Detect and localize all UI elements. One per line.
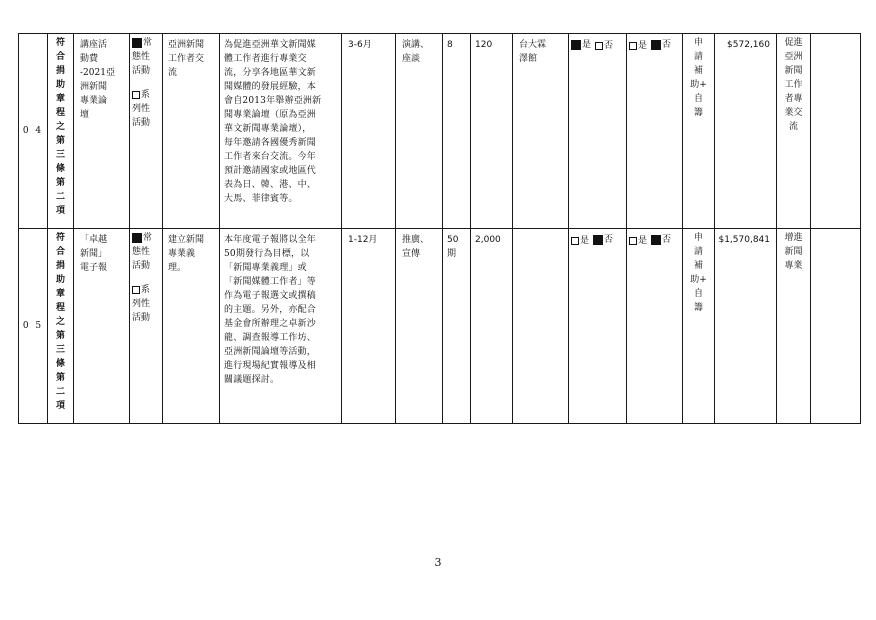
content-line: 進行現場紀實報導及相 — [224, 361, 317, 371]
funding-source-char: 籌 — [693, 303, 703, 313]
period: 1-12月 — [348, 235, 378, 245]
period: 3-6月 — [348, 40, 372, 50]
activity-name-line: 動費 — [80, 54, 99, 64]
yes-no-cell-2 — [627, 229, 683, 424]
venue-line: 台大霖 — [519, 40, 547, 50]
funding-source-char: 請 — [693, 247, 703, 257]
basis-char: 合 — [55, 247, 65, 257]
basis-char: 之 — [55, 317, 65, 327]
basis-cell — [48, 34, 74, 229]
checkbox-icon[interactable] — [629, 237, 637, 245]
yes-option — [629, 234, 647, 248]
activity-name-cell — [74, 229, 130, 424]
basis-char: 助 — [55, 275, 65, 285]
content-line: 聞專業論壇（原為亞洲 — [224, 110, 317, 120]
yes-option — [571, 234, 589, 248]
funding-source-cell — [683, 34, 715, 229]
basis-char: 項 — [55, 401, 65, 411]
basis-char: 合 — [55, 52, 65, 62]
period-cell — [342, 229, 396, 424]
remark-line: 流 — [788, 122, 798, 132]
activity-name-line: 「卓越 — [80, 235, 108, 245]
nature-option — [132, 283, 160, 325]
basis-char: 項 — [55, 206, 65, 216]
checkbox-icon[interactable] — [595, 42, 603, 50]
participants: 120 — [475, 40, 493, 50]
basis-char: 程 — [55, 303, 65, 313]
basis-char: 第 — [55, 136, 65, 146]
content-line: 預計邀請國家或地區代 — [224, 166, 317, 176]
activity-plan-table — [18, 33, 861, 424]
basis-char: 助 — [55, 80, 65, 90]
no-option — [651, 38, 671, 52]
activity-name-line: 洲新聞 — [80, 82, 108, 92]
funding-source-char: 申 — [693, 233, 703, 243]
remark-cell — [777, 34, 811, 229]
basis-char: 第 — [55, 331, 65, 341]
method-line: 座談 — [402, 54, 421, 64]
participants-cell — [471, 229, 513, 424]
basis-char: 二 — [55, 387, 65, 397]
remark-line: 工作 — [784, 80, 803, 90]
checked-box-icon[interactable] — [571, 40, 581, 50]
basis-char: 三 — [55, 345, 65, 355]
activity-name-line: 講座活 — [80, 40, 108, 50]
funding-source-cell — [683, 229, 715, 424]
remark-line: 亞洲 — [784, 52, 803, 62]
content-line: 表為日、韓、港、中、 — [224, 180, 317, 190]
participants-cell — [471, 34, 513, 229]
venue-cell — [513, 34, 569, 229]
sessions-cell — [443, 229, 471, 424]
checked-box-icon[interactable] — [651, 40, 661, 50]
method-cell — [396, 34, 443, 229]
purpose-line: 亞洲新聞 — [168, 40, 205, 50]
basis-char: 第 — [55, 178, 65, 188]
content-line: 亞洲新聞論壇等活動， — [224, 347, 317, 357]
page-number: 3 — [434, 556, 442, 569]
sessions-line: 50 — [447, 235, 459, 245]
basis-char: 符 — [55, 38, 65, 48]
no-label: 否 — [662, 40, 672, 50]
activity-name-line: 壇 — [80, 110, 90, 120]
checked-box-icon[interactable] — [132, 233, 142, 243]
yes-option — [629, 39, 647, 53]
content-line: 工作者來台交流。今年 — [224, 152, 317, 162]
content-line: 聞媒體的發展經驗，本 — [224, 82, 317, 92]
nature-option — [132, 88, 160, 130]
venue-line: 澤館 — [519, 54, 538, 64]
item-number-cell — [19, 229, 48, 424]
funding-source-char: 籌 — [693, 108, 703, 118]
nature-option-label: 列性 — [132, 104, 151, 114]
purpose-cell — [163, 229, 220, 424]
remark-line: 業交 — [784, 108, 803, 118]
nature-option-label: 常 — [143, 233, 153, 243]
method-cell — [396, 229, 443, 424]
checkbox-icon[interactable] — [132, 91, 140, 99]
empty-cell — [811, 229, 861, 424]
activity-name-cell — [74, 34, 130, 229]
yes-label: 是 — [638, 236, 648, 246]
nature-option-label: 態性 — [132, 52, 151, 62]
content-line: 為促進亞洲華文新聞媒 — [224, 40, 317, 50]
yes-label: 是 — [582, 40, 592, 50]
purpose-line: 工作者交 — [168, 54, 205, 64]
purpose-cell — [163, 34, 220, 229]
yes-no-cell-1 — [569, 229, 627, 424]
funding-source-char: 自 — [693, 94, 703, 104]
basis-char: 捐 — [55, 261, 65, 271]
checked-box-icon[interactable] — [593, 235, 603, 245]
nature-option-label: 系 — [141, 90, 151, 100]
table-row — [19, 229, 861, 424]
nature-option-label: 活動 — [132, 118, 151, 128]
table-row — [19, 34, 861, 229]
no-option — [651, 233, 671, 247]
nature-option-label: 態性 — [132, 247, 151, 257]
amount-cell — [715, 34, 777, 229]
content-cell — [220, 229, 342, 424]
remark-line: 者專 — [784, 94, 803, 104]
remark-line: 新聞 — [784, 66, 803, 76]
basis-cell — [48, 229, 74, 424]
method-line: 推廣、 — [402, 235, 430, 245]
content-line: 作為電子報選文或撰稿 — [224, 291, 317, 301]
item-number-cell — [19, 34, 48, 229]
basis-char: 章 — [55, 289, 65, 299]
basis-char: 之 — [55, 122, 65, 132]
amount: $1,570,841 — [718, 235, 770, 245]
nature-option-label: 系 — [141, 285, 151, 295]
no-label: 否 — [662, 235, 672, 245]
funding-source-char: 請 — [693, 52, 703, 62]
checkbox-icon[interactable] — [132, 286, 140, 294]
nature-option-label: 活動 — [132, 66, 151, 76]
purpose-line: 流 — [168, 68, 178, 78]
sessions-line: 期 — [447, 249, 457, 259]
no-option — [593, 233, 613, 247]
content-line: 會自2013年舉辦亞洲新 — [224, 96, 322, 106]
basis-char: 程 — [55, 108, 65, 118]
remark-line: 增進 — [784, 233, 803, 243]
period-cell — [342, 34, 396, 229]
remark-line: 專業 — [784, 261, 803, 271]
no-label: 否 — [604, 41, 614, 51]
basis-char: 捐 — [55, 66, 65, 76]
yes-label: 是 — [638, 41, 648, 51]
yes-no-cell-2 — [627, 34, 683, 229]
purpose-line: 專業義 — [168, 249, 196, 259]
activity-name-line: 專業論 — [80, 96, 108, 106]
sessions-line: 8 — [447, 40, 453, 50]
no-option — [595, 39, 613, 53]
content-line: 龍、調查報導工作坊、 — [224, 333, 317, 343]
basis-char: 符 — [55, 233, 65, 243]
funding-source-char: 補 — [693, 66, 703, 76]
nature-option-label: 列性 — [132, 299, 151, 309]
basis-char: 二 — [55, 192, 65, 202]
venue-cell — [513, 229, 569, 424]
basis-char: 條 — [55, 164, 65, 174]
funding-source-char: 助+ — [690, 80, 707, 90]
content-line: 的主題。另外，亦配合 — [224, 305, 317, 315]
amount-cell — [715, 229, 777, 424]
remark-line: 促進 — [784, 38, 803, 48]
content-line: 基金會所辦理之卓新沙 — [224, 319, 317, 329]
content-line: 本年度電子報將以全年 — [224, 235, 317, 245]
sessions-cell — [443, 34, 471, 229]
funding-source-char: 申 — [693, 38, 703, 48]
checked-box-icon[interactable] — [651, 235, 661, 245]
basis-char: 章 — [55, 94, 65, 104]
nature-option-label: 活動 — [132, 313, 151, 323]
checked-box-icon[interactable] — [132, 38, 142, 48]
checkbox-icon[interactable] — [629, 42, 637, 50]
activity-name-line: -2021亞 — [80, 68, 115, 78]
content-line: 華文新聞專業論壇）， — [224, 124, 312, 134]
yes-option — [571, 38, 591, 52]
content-line: 每年邀請各國優秀新聞 — [224, 138, 317, 148]
nature-option-label: 活動 — [132, 261, 151, 271]
funding-source-char: 自 — [693, 289, 703, 299]
nature-option-label: 常 — [143, 38, 153, 48]
item-number: 0 5 — [22, 321, 44, 331]
activity-nature-cell — [130, 34, 163, 229]
method-line: 演講、 — [402, 40, 430, 50]
yes-label: 是 — [580, 236, 590, 246]
basis-char: 第 — [55, 373, 65, 383]
participants: 2,000 — [475, 235, 501, 245]
yes-no-cell-1 — [569, 34, 627, 229]
basis-char: 條 — [55, 359, 65, 369]
purpose-line: 理。 — [168, 263, 187, 273]
content-line: 關議題探討。 — [224, 375, 280, 385]
remark-line: 新聞 — [784, 247, 803, 257]
checkbox-icon[interactable] — [571, 237, 579, 245]
content-line: 流，分享各地區華文新 — [224, 68, 317, 78]
activity-nature-cell — [130, 229, 163, 424]
content-line: 「新聞媒體工作者」等 — [224, 277, 317, 287]
method-line: 宣傳 — [402, 249, 421, 259]
basis-char: 三 — [55, 150, 65, 160]
remark-cell — [777, 229, 811, 424]
content-line: 體工作者進行專業交 — [224, 54, 307, 64]
activity-name-line: 新聞」 — [80, 249, 108, 259]
empty-cell — [811, 34, 861, 229]
amount: $572,160 — [727, 40, 770, 50]
content-line: 大馬、菲律賓等。 — [224, 194, 298, 204]
content-line: 「新聞專業義理」或 — [224, 263, 307, 273]
purpose-line: 建立新聞 — [168, 235, 205, 245]
content-line: 50期發行為目標，以 — [224, 249, 310, 259]
item-number: 0 4 — [22, 126, 44, 136]
funding-source-char: 補 — [693, 261, 703, 271]
funding-source-char: 助+ — [690, 275, 707, 285]
nature-option — [132, 231, 160, 273]
content-cell — [220, 34, 342, 229]
nature-option — [132, 36, 160, 78]
activity-name-line: 電子報 — [80, 263, 108, 273]
no-label: 否 — [604, 235, 614, 245]
